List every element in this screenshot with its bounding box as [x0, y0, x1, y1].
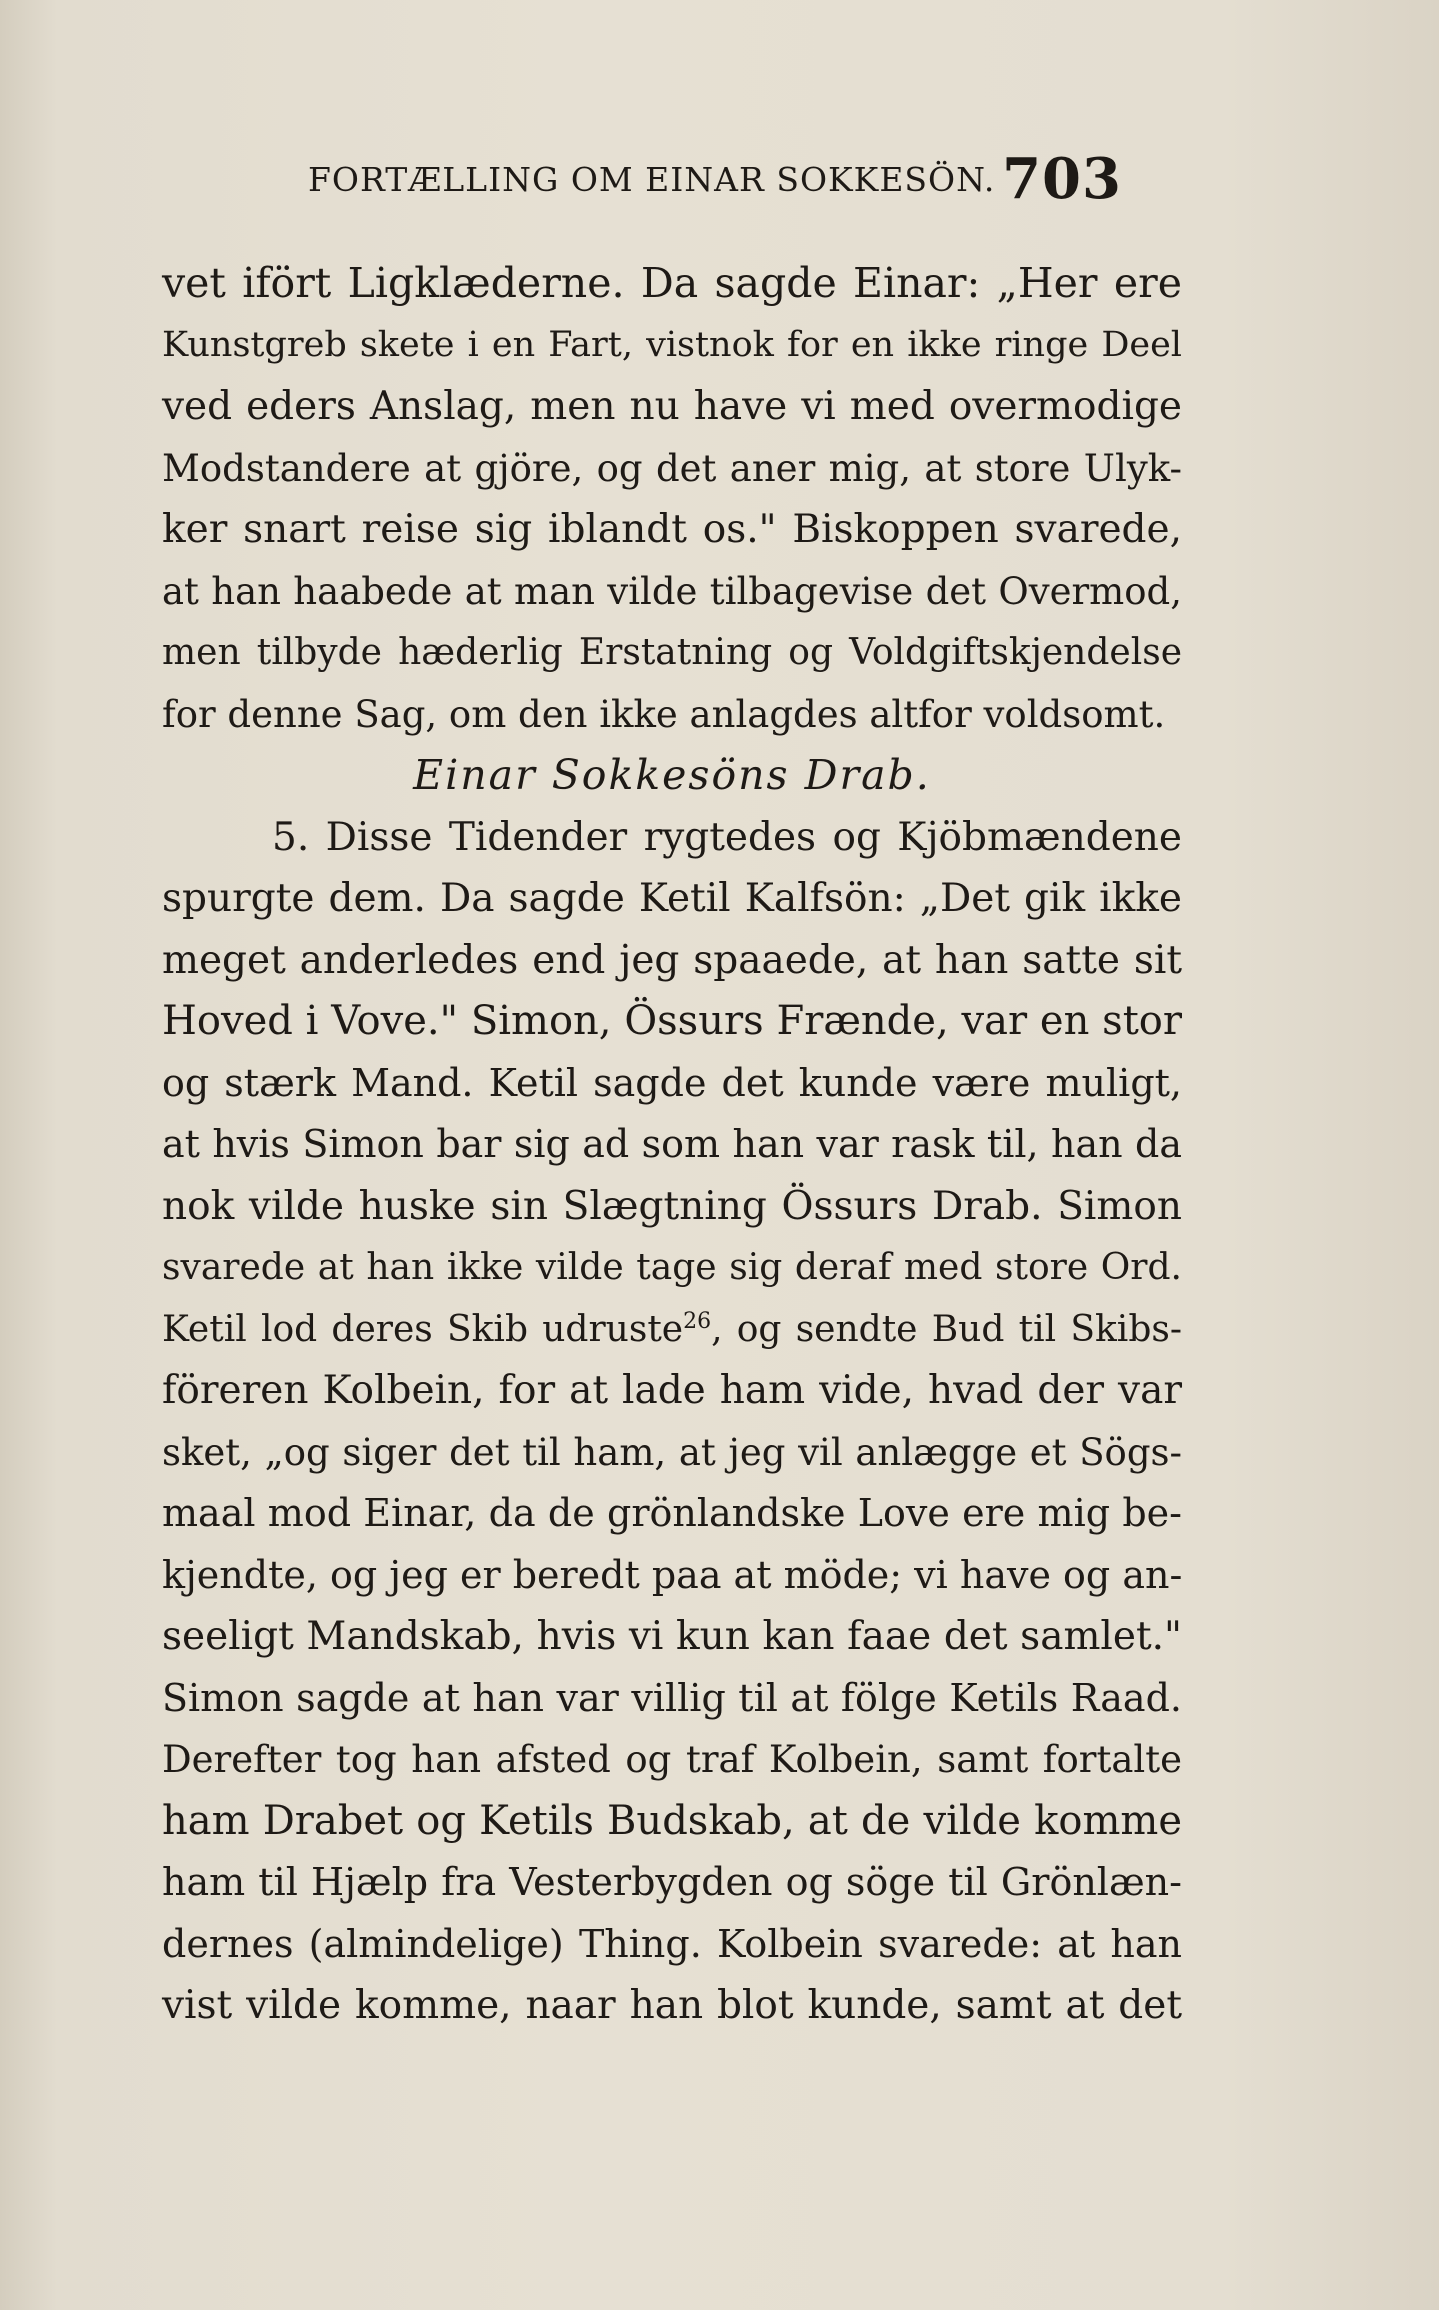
- page-number: 703: [1002, 146, 1122, 212]
- text-line: Derefter tog han afsted og traf Kolbein, samt fortalte: [162, 1738, 1182, 1781]
- text-line: ved eders Anslag, men nu have vi med overmodige: [162, 384, 1182, 429]
- text-line: svarede at han ikke vilde tage sig deraf med store Ord.: [162, 1247, 1182, 1288]
- footnote-marker: 26: [683, 1308, 712, 1334]
- text-line: seeligt Mandskab, hvis vi kun kan faae det samlet.": [162, 1614, 1182, 1659]
- text-line: at hvis Simon bar sig ad som han var rask til, han da: [162, 1122, 1182, 1166]
- running-title: FORTÆLLING OM EINAR SOKKESÖN.: [308, 160, 996, 199]
- text-line: dernes (almindelige) Thing. Kolbein svarede: at han: [162, 1921, 1182, 1966]
- running-head: [300, 146, 1130, 216]
- section-heading: Einar Sokkesöns Drab.: [413, 751, 931, 799]
- text-line: Hoved i Vove." Simon, Össurs Frænde, var en stor: [162, 998, 1182, 1044]
- text-line: vist vilde komme, naar han blot kunde, samt at det: [162, 1983, 1182, 2028]
- text-line: ham Drabet og Ketils Budskab, at de vilde komme: [162, 1797, 1182, 1844]
- text-fragment: Ketil lod deres Skib udruste: [162, 1308, 684, 1350]
- text-line: men tilbyde hæderlig Erstatning og Voldgiftskjendelse: [162, 632, 1182, 673]
- text-line: sket, „og siger det til ham, at jeg vil anlægge et Sögs-: [162, 1430, 1182, 1474]
- text-fragment: , og sendte Bud til Skibs-: [711, 1308, 1182, 1350]
- text-line: og stærk Mand. Ketil sagde det kunde være muligt,: [162, 1060, 1182, 1105]
- text-line: nok vilde huske sin Slægtning Össurs Drab. Simon: [162, 1183, 1182, 1229]
- text-line: maal mod Einar, da de grönlandske Love ere mig be-: [162, 1491, 1182, 1535]
- text-line: Simon sagde at han var villig til at fölge Ketils Raad.: [162, 1675, 1182, 1720]
- text-line: spurgte dem. Da sagde Ketil Kalfsön: „Det gik ikke: [162, 876, 1182, 921]
- text-line: ker snart reise sig iblandt os." Biskoppen svarede,: [162, 507, 1182, 552]
- text-line: 5. Disse Tidender rygtedes og Kjöbmændene: [272, 814, 1182, 860]
- text-line: [162, 1299, 1182, 1361]
- text-line: Kunstgreb skete i en Fart, vistnok for en ikke ringe Deel: [162, 324, 1182, 365]
- text-line: for denne Sag, om den ikke anlagdes altfor voldsomt.: [162, 692, 1166, 736]
- text-line: Modstandere at gjöre, og det aner mig, at store Ulyk-: [162, 446, 1182, 490]
- text-line: vet ifört Ligklæderne. Da sagde Einar: „Her ere: [162, 259, 1182, 307]
- text-line: föreren Kolbein, for at lade ham vide, hvad der var: [162, 1368, 1182, 1413]
- text-line: kjendte, og jeg er beredt paa at möde; vi have og an-: [162, 1552, 1183, 1597]
- text-line: ham til Hjælp fra Vesterbygden og söge til Grönlæn-: [162, 1860, 1182, 1904]
- text-line: meget anderledes end jeg spaaede, at han satte sit: [162, 937, 1182, 983]
- body-text: [162, 253, 1182, 2037]
- text-line: at han haabede at man vilde tilbagevise det Overmod,: [162, 569, 1182, 613]
